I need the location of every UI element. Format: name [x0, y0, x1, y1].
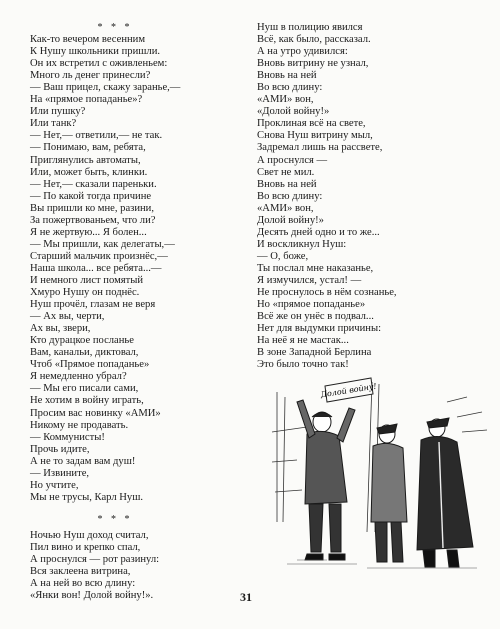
figure-left — [297, 400, 355, 560]
poem-line: Кто дурацкое посланье — [30, 335, 134, 347]
poem-line: Ты послал мне наказанье, — [257, 262, 374, 274]
poem-line: Просим вас новинку «АМИ» — [30, 407, 161, 419]
poem-line: Вам, канальи, диктовал, — [30, 347, 139, 359]
poem-line: Я не жертвую... Я болен... — [30, 226, 147, 238]
poem-line: Вся заклеена витрина, — [30, 566, 131, 578]
poem-line: Как-то вечером весенним — [30, 34, 146, 46]
poem-line: Прочь идите, — [30, 443, 90, 455]
poem-line: Чтоб «Прямое попаданье» — [30, 359, 150, 371]
poem-line: Ночью Нуш доход считал, — [30, 529, 149, 541]
poem-line: Или пушку? — [30, 106, 86, 118]
poem-line: Или, может быть, клинки. — [30, 166, 148, 178]
poem-line: А проснулся — — [257, 154, 328, 166]
poem-line: — Коммунисты! — [30, 431, 105, 443]
poem-line: Никому не продавать. — [30, 419, 129, 431]
poem-line: Вновь на ней — [257, 70, 317, 82]
figure-right — [417, 418, 473, 567]
poem-line: — Мы его писали сами, — [30, 383, 139, 395]
illustration-drawing — [267, 372, 491, 572]
poem-line: — Извините, — [30, 467, 90, 479]
poem-line: К Нушу школьники пришли. — [30, 46, 161, 58]
poem-line: Во всю длину: — [257, 82, 323, 94]
poem-line: И воскликнул Нуш: — [257, 238, 347, 250]
poem-line: Снова Нуш витрину мыл, — [257, 130, 373, 142]
poem-line: — Понимаю, вам, ребята, — [30, 142, 146, 154]
poem-stanza — [30, 34, 248, 504]
poem-line: На неё я не мастак... — [257, 335, 349, 347]
poem-line: Я немедленно убрал? — [30, 371, 127, 383]
poem-line: Много ль денег принесли? — [30, 70, 151, 82]
poem-line: Во всю длину: — [257, 190, 323, 202]
poem-line: Вновь витрину не узнал, — [257, 58, 369, 70]
poem-line: Мы не трусы, Карл Нуш. — [30, 491, 144, 503]
poem-line: Всё, как было, рассказал. — [257, 34, 371, 46]
poem-line: И немного лист помятый — [30, 274, 144, 286]
poem-line: Нуш в полицию явился — [257, 22, 363, 33]
poem-line: А не то задам вам душ! — [30, 455, 136, 467]
poem-line: Он их встретил с оживленьем: — [30, 58, 168, 70]
poem-line: — Ах вы, черти, — [30, 311, 105, 323]
poem-line: Старший мальчик произнёс,— — [30, 250, 168, 262]
poem-line: Приглянулись автоматы, — [30, 154, 141, 166]
poem-line: «АМИ» вон, — [257, 94, 314, 106]
poem-line: Это было точно так! — [257, 359, 349, 371]
poster — [319, 378, 377, 402]
poem-line: Я измучился, устал! — — [257, 274, 362, 286]
poem-stanza — [30, 530, 248, 602]
section-divider-stars: * * * — [97, 513, 133, 525]
poem-line: А проснулся — рот разинул: — [30, 554, 160, 566]
right-column — [257, 22, 487, 371]
section-divider-stars: * * * — [97, 22, 133, 33]
left-column — [30, 22, 248, 602]
poem-line: Вновь на ней — [257, 178, 317, 190]
poem-line: Вы пришли ко мне, разини, — [30, 202, 154, 214]
poem-line: За пожертвованьем, что ли? — [30, 214, 156, 226]
poem-line: Хмуро Нушу он поднёс. — [30, 287, 140, 299]
poem-line: «Долой войну!» — [257, 106, 330, 118]
poem-stanza — [257, 22, 487, 371]
poem-line: Ах вы, звери, — [30, 323, 91, 335]
poster-text: Долой войну! — [319, 381, 378, 400]
poem-line: — Нет,— сказали пареньки. — [30, 178, 157, 190]
poem-line: В зоне Западной Берлина — [257, 347, 372, 359]
poem-line: Нуш прочёл, глазам не веря — [30, 299, 156, 311]
poem-line: Но учтите, — [30, 479, 79, 491]
poem-line: Наша школа... все ребята...— — [30, 262, 162, 274]
poem-line: Нет для выдумки причины: — [257, 323, 382, 335]
poem-line: Задремал лишь на рассвете, — [257, 142, 383, 154]
poem-line: Или танк? — [30, 118, 77, 130]
poem-line: А на ней во всю длину: — [30, 578, 136, 590]
poem-line: Но «прямое попаданье» — [257, 299, 366, 311]
poem-line: На «прямое попаданье»? — [30, 94, 143, 106]
poem-line: — Ваш прицел, скажу заранье,— — [30, 82, 181, 94]
poem-line: Не хотим в войну играть, — [30, 395, 144, 407]
poem-line: Долой войну!» — [257, 214, 324, 226]
poem-line: — Нет,— ответили,— не так. — [30, 130, 163, 142]
poem-line: Проклиная всё на свете, — [257, 118, 366, 130]
poem-line: — Мы пришли, как делегаты,— — [30, 238, 175, 250]
poem-line: Свет не мил. — [257, 166, 315, 178]
poem-line: «Янки вон! Долой войну!». — [30, 590, 154, 602]
poem-line: Всё же он унёс в подвал... — [257, 311, 374, 323]
poem-line: «АМИ» вон, — [257, 202, 314, 214]
poem-line: Не проснулось в нём сознанье, — [257, 287, 397, 299]
page-number: 31 — [240, 590, 252, 604]
poem-line: А на утро удивился: — [257, 46, 348, 58]
poem-line: — По какой тогда причине — [30, 190, 152, 202]
figure-middle — [371, 424, 407, 562]
poem-line: Пил вино и крепко спал, — [30, 541, 141, 553]
poem-line: — О, боже, — [257, 250, 309, 262]
poem-line: Десять дней одно и то же... — [257, 226, 380, 238]
